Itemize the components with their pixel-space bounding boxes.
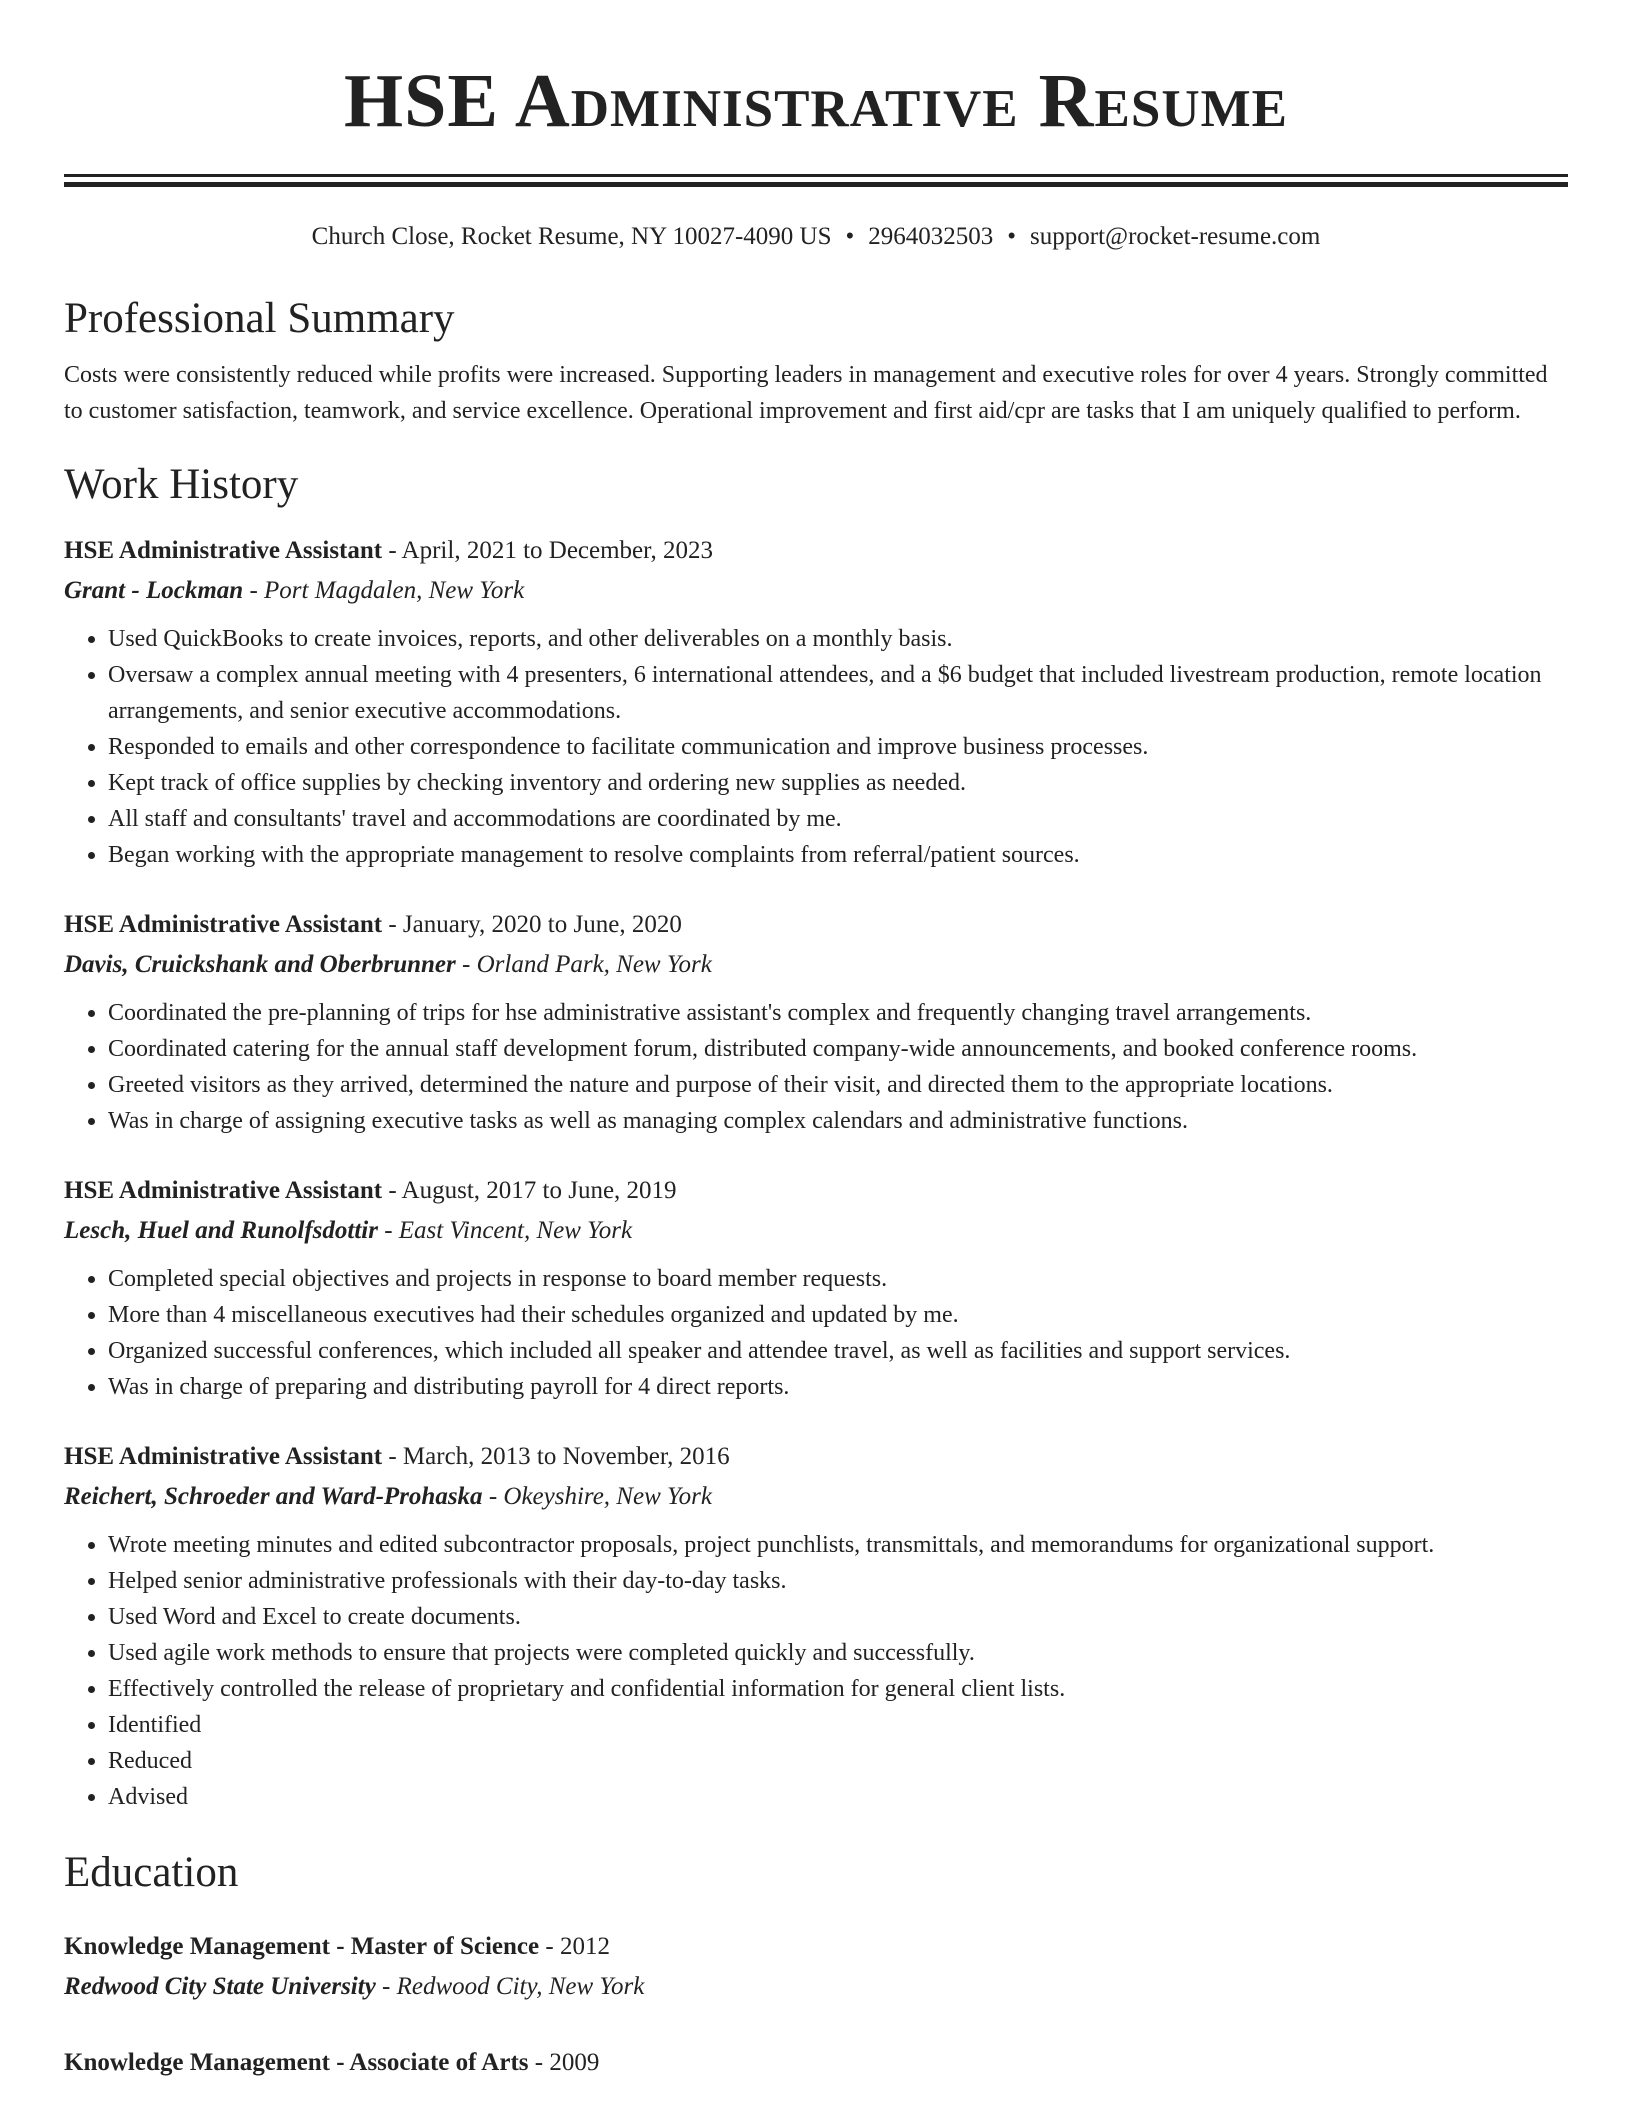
company-line [64,1477,1568,1517]
education-entry [64,2043,1568,2083]
job-bullet: • Used Word and Excel to create documents. [108,1599,1568,1635]
job-bullet: • Used agile work methods to ensure that projects were completed quickly and successfully. [108,1635,1568,1671]
job-bullet: • Effectively controlled the release of proprietary and confidential information for general client lists. [108,1671,1568,1707]
job-bullet: • Responded to emails and other correspondence to facilitate communication and improve business processes. [108,729,1568,765]
job-bullet: • Wrote meeting minutes and edited subcontractor proposals, project punchlists, transmittals, and memorandums for organizational support. [108,1527,1568,1563]
job-title-line [64,531,1568,571]
job-title-line [64,1437,1568,1477]
contact-address: Church Close, Rocket Resume, NY 10027-4090 US [311,223,832,250]
job-bullets [64,621,1568,873]
degree-year: - 2009 [528,2049,600,2076]
education-heading: Education [64,1849,239,1896]
company-line [64,571,1568,611]
job-bullet: • Was in charge of assigning executive tasks as well as managing complex calendars and administrative functions. [108,1103,1568,1139]
summary-heading: Professional Summary [64,295,455,342]
job-bullet: • Was in charge of preparing and distributing payroll for 4 direct reports. [108,1369,1568,1405]
degree-line [64,1927,1568,1967]
job-title: HSE Administrative Assistant [64,911,383,938]
job-bullet: • Completed special objectives and projects in response to board member requests. [108,1261,1568,1297]
job-bullets [64,995,1568,1139]
job-bullet: • Coordinated catering for the annual staff development forum, distributed company-wide announcements, and booked conference rooms. [108,1031,1568,1067]
job-title: HSE Administrative Assistant [64,537,383,564]
job-title: HSE Administrative Assistant [64,1177,383,1204]
job-bullet: • Identified [108,1707,1568,1743]
job-bullets [64,1261,1568,1405]
job-bullet: • Helped senior administrative professionals with their day-to-day tasks. [108,1563,1568,1599]
company-location: - East Vincent, New York [377,1217,633,1244]
company-name: Davis, Cruickshank and Oberbrunner [64,951,456,978]
school-name: Redwood City State University [64,1973,376,2000]
contact-line [64,221,1568,253]
job-title-line [64,905,1568,945]
job-bullet: • More than 4 miscellaneous executives had their schedules organized and updated by me. [108,1297,1568,1333]
job-bullet: • Used QuickBooks to create invoices, reports, and other deliverables on a monthly basis. [108,621,1568,657]
degree-name: Knowledge Management - Associate of Arts [64,2049,529,2076]
job-dates: - August, 2017 to June, 2019 [382,1177,677,1204]
work-history-heading: Work History [64,461,299,508]
job-bullet: • Began working with the appropriate management to resolve complaints from referral/patient sources. [108,837,1568,873]
job-bullet: • Coordinated the pre-planning of trips for hse administrative assistant's complex and frequently changing travel arrangements. [108,995,1568,1031]
job-dates: - April, 2021 to December, 2023 [382,537,713,564]
resume-title: HSE Administrative Resume [344,59,1288,143]
job-entry [64,1171,1568,1405]
company-location: - Port Magdalen, New York [243,577,525,604]
summary-text: Costs were consistently reduced while profits were increased. Supporting leaders in management and executive roles for over 4 years. Strongly committed to customer satisfaction, teamwork, and service excellence. Operational improvement and first aid/cpr are tasks that I am uniquely qualified to perform. [64,362,1548,424]
company-location: - Okeyshire, New York [482,1483,712,1510]
job-bullet: • Reduced [108,1743,1568,1779]
job-bullet: • Greeted visitors as they arrived, determined the nature and purpose of their visit, and directed them to the appropriate locations. [108,1067,1568,1103]
company-location: - Orland Park, New York [455,951,712,978]
company-name: Lesch, Huel and Runolfsdottir [64,1217,378,1244]
job-entry [64,905,1568,1139]
contact-separator: • [845,223,855,250]
degree-line [64,2043,1568,2083]
title-divider [64,174,1568,187]
contact-separator: • [1007,223,1017,250]
job-entry [64,1437,1568,1815]
company-line [64,1211,1568,1251]
job-bullet: • Oversaw a complex annual meeting with 4 presenters, 6 international attendees, and a $6 budget that included livestream production, remote location arrangements, and senior executive accommodations. [108,657,1568,729]
job-bullet: • Advised [108,1779,1568,1815]
job-title: HSE Administrative Assistant [64,1443,383,1470]
school-line [64,1967,1568,2007]
job-dates: - March, 2013 to November, 2016 [382,1443,730,1470]
job-bullet: • All staff and consultants' travel and accommodations are coordinated by me. [108,801,1568,837]
job-dates: - January, 2020 to June, 2020 [382,911,682,938]
education-entry [64,1927,1568,2007]
degree-name: Knowledge Management - Master of Science [64,1933,540,1960]
degree-year: - 2012 [539,1933,610,1960]
contact-phone: 2964032503 [868,223,994,250]
school-location: - Redwood City, New York [375,1973,645,2000]
company-name: Reichert, Schroeder and Ward-Prohaska [64,1483,483,1510]
job-bullet: • Organized successful conferences, which included all speaker and attendee travel, as well as facilities and support services. [108,1333,1568,1369]
job-bullet: • Kept track of office supplies by checking inventory and ordering new supplies as needed. [108,765,1568,801]
job-title-line [64,1171,1568,1211]
contact-email: support@rocket-resume.com [1030,223,1321,250]
company-name: Grant - Lockman [64,577,244,604]
job-entry [64,531,1568,873]
job-bullets [64,1527,1568,1815]
company-line [64,945,1568,985]
